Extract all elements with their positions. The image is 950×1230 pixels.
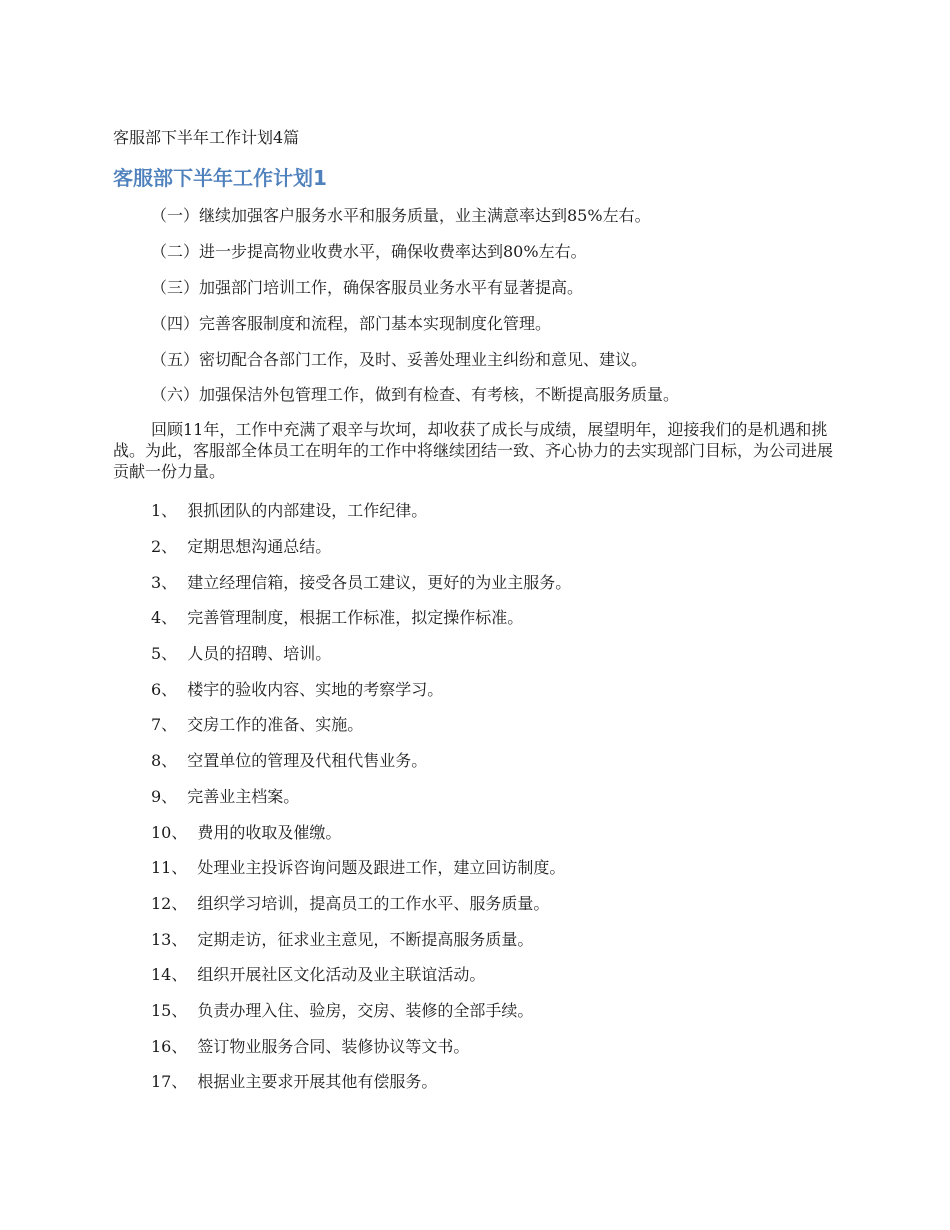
- task-number: 13、: [151, 930, 188, 949]
- task-item: [151, 500, 427, 522]
- goal-item: （二）进一步提高物业收费水平，确保收费率达到80%左右。: [151, 242, 587, 261]
- task-text: 费用的收取及催缴。: [197, 823, 342, 842]
- task-item: [151, 679, 443, 701]
- task-item: [151, 607, 523, 629]
- task-number: 12、: [151, 894, 188, 913]
- task-item: [151, 536, 331, 558]
- task-number: 5、: [151, 644, 178, 663]
- task-item: [151, 786, 299, 808]
- task-text: 负责办理入住、验房，交房、装修的全部手续。: [197, 1001, 534, 1020]
- task-item: [151, 893, 549, 915]
- task-text: 交房工作的准备、实施。: [187, 715, 364, 734]
- goal-item: （六）加强保洁外包管理工作，做到有检查、有考核，不断提高服务质量。: [151, 385, 680, 404]
- task-item: [151, 714, 363, 736]
- task-number: 11、: [151, 858, 188, 877]
- task-number: 7、: [151, 715, 178, 734]
- task-number: 4、: [151, 608, 178, 627]
- task-item: [151, 822, 341, 844]
- section-heading: 客服部下半年工作计划1: [113, 166, 327, 190]
- task-text: 楼宇的验收内容、实地的考察学习。: [187, 680, 444, 699]
- task-text: 根据业主要求开展其他有偿服务。: [197, 1072, 438, 1091]
- task-number: 8、: [151, 751, 178, 770]
- task-text: 建立经理信箱，接受各员工建议，更好的为业主服务。: [187, 573, 572, 592]
- task-text: 人员的招聘、培训。: [187, 644, 332, 663]
- task-item: [151, 1036, 469, 1058]
- task-item: [151, 750, 427, 772]
- task-text: 组织开展社区文化活动及业主联谊活动。: [197, 965, 486, 984]
- task-text: 完善管理制度，根据工作标准，拟定操作标准。: [187, 608, 524, 627]
- task-number: 14、: [151, 965, 188, 984]
- goal-item: （五）密切配合各部门工作，及时、妥善处理业主纠纷和意见、建议。: [151, 350, 648, 369]
- task-text: 定期思想沟通总结。: [187, 537, 332, 556]
- task-item: [151, 964, 485, 986]
- task-item: [151, 572, 571, 594]
- task-text: 完善业主档案。: [187, 787, 300, 806]
- task-number: 9、: [151, 787, 178, 806]
- task-number: 16、: [151, 1037, 188, 1056]
- task-number: 3、: [151, 573, 178, 592]
- task-number: 6、: [151, 680, 178, 699]
- task-text: 签订物业服务合同、装修协议等文书。: [197, 1037, 470, 1056]
- task-number: 10、: [151, 823, 188, 842]
- task-text: 空置单位的管理及代租代售业务。: [187, 751, 428, 770]
- goal-item: （四）完善客服制度和流程，部门基本实现制度化管理。: [151, 314, 552, 333]
- task-item: [151, 1000, 533, 1022]
- task-number: 1、: [151, 501, 178, 520]
- task-text: 狠抓团队的内部建设，工作纪律。: [187, 501, 428, 520]
- document-title: 客服部下半年工作计划4篇: [113, 128, 300, 147]
- task-item: [151, 1071, 437, 1093]
- task-item: [151, 929, 533, 951]
- goal-item: （三）加强部门培训工作，确保客服员业务水平有显著提高。: [151, 278, 584, 297]
- task-text: 定期走访，征求业主意见，不断提高服务质量。: [197, 930, 534, 949]
- task-item: [151, 643, 331, 665]
- task-text: 组织学习培训，提高员工的工作水平、服务质量。: [197, 894, 550, 913]
- task-text: 处理业主投诉咨询问题及跟进工作，建立回访制度。: [197, 858, 566, 877]
- task-number: 2、: [151, 537, 178, 556]
- task-number: 17、: [151, 1072, 188, 1091]
- task-number: 15、: [151, 1001, 188, 1020]
- task-item: [151, 857, 565, 879]
- goal-item: （一）继续加强客户服务水平和服务质量，业主满意率达到85%左右。: [151, 206, 651, 225]
- review-paragraph: 回顾11年，工作中充满了艰辛与坎坷，却收获了成长与成绩，展望明年，迎接我们的是机遇和挑战。为此，客服部全体员工在明年的工作中将继续团结一致、齐心协力的去实现部门目标，为公司进展贡献一份力量。: [113, 420, 834, 481]
